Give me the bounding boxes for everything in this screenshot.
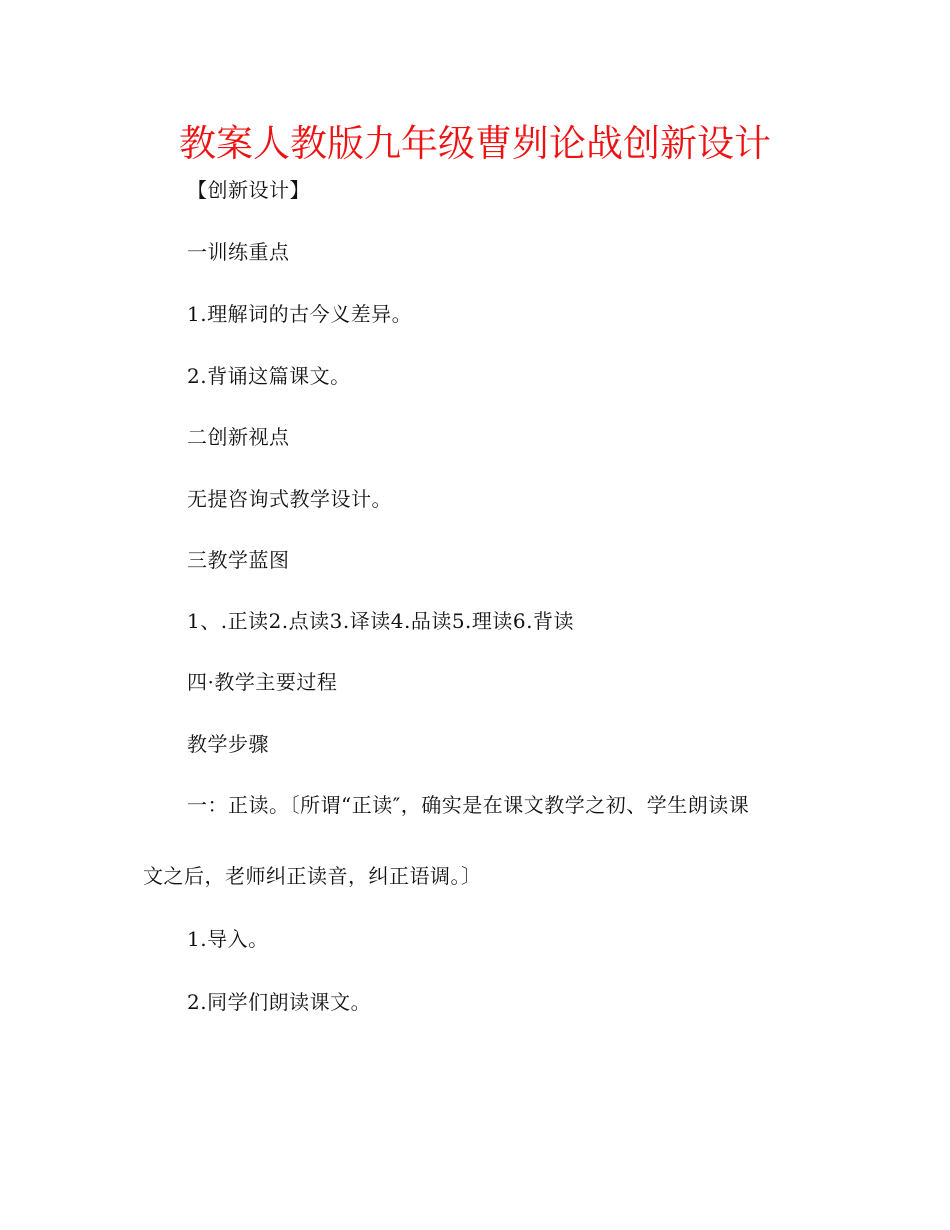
list-item-read-aloud: 2.同学们朗读课文。 bbox=[187, 990, 372, 1014]
paragraph-step-one: 一：正读。〔所谓“正读″，确实是在课文教学之初、学生朗读课 bbox=[187, 793, 750, 817]
heading-innovation-viewpoint: 二创新视点 bbox=[187, 425, 290, 449]
heading-teaching-blueprint: 三教学蓝图 bbox=[187, 548, 290, 572]
heading-teaching-steps: 教学步骤 bbox=[187, 732, 269, 756]
paragraph-innovation-viewpoint: 无提咨询式教学设计。 bbox=[187, 487, 392, 511]
list-item-training-2: 2.背诵这篇课文。 bbox=[187, 364, 351, 388]
list-item-introduction: 1.导入。 bbox=[187, 927, 269, 951]
heading-training-focus: 一训练重点 bbox=[187, 240, 290, 264]
paragraph-step-one-continued: 文之后，老师纠正读音，纠正语调。〕 bbox=[143, 864, 482, 888]
heading-main-process: 四·教学主要过程 bbox=[187, 670, 338, 694]
paragraph-teaching-blueprint: 1、.正读2.点读3.译读4.品读5.理读6.背读 bbox=[187, 609, 574, 633]
list-item-training-1: 1.理解词的古今义差异。 bbox=[187, 302, 413, 326]
section-label-innovative-design: 【创新设计】 bbox=[187, 178, 310, 202]
document-title: 教案人教版九年级曹刿论战创新设计 bbox=[179, 122, 771, 165]
